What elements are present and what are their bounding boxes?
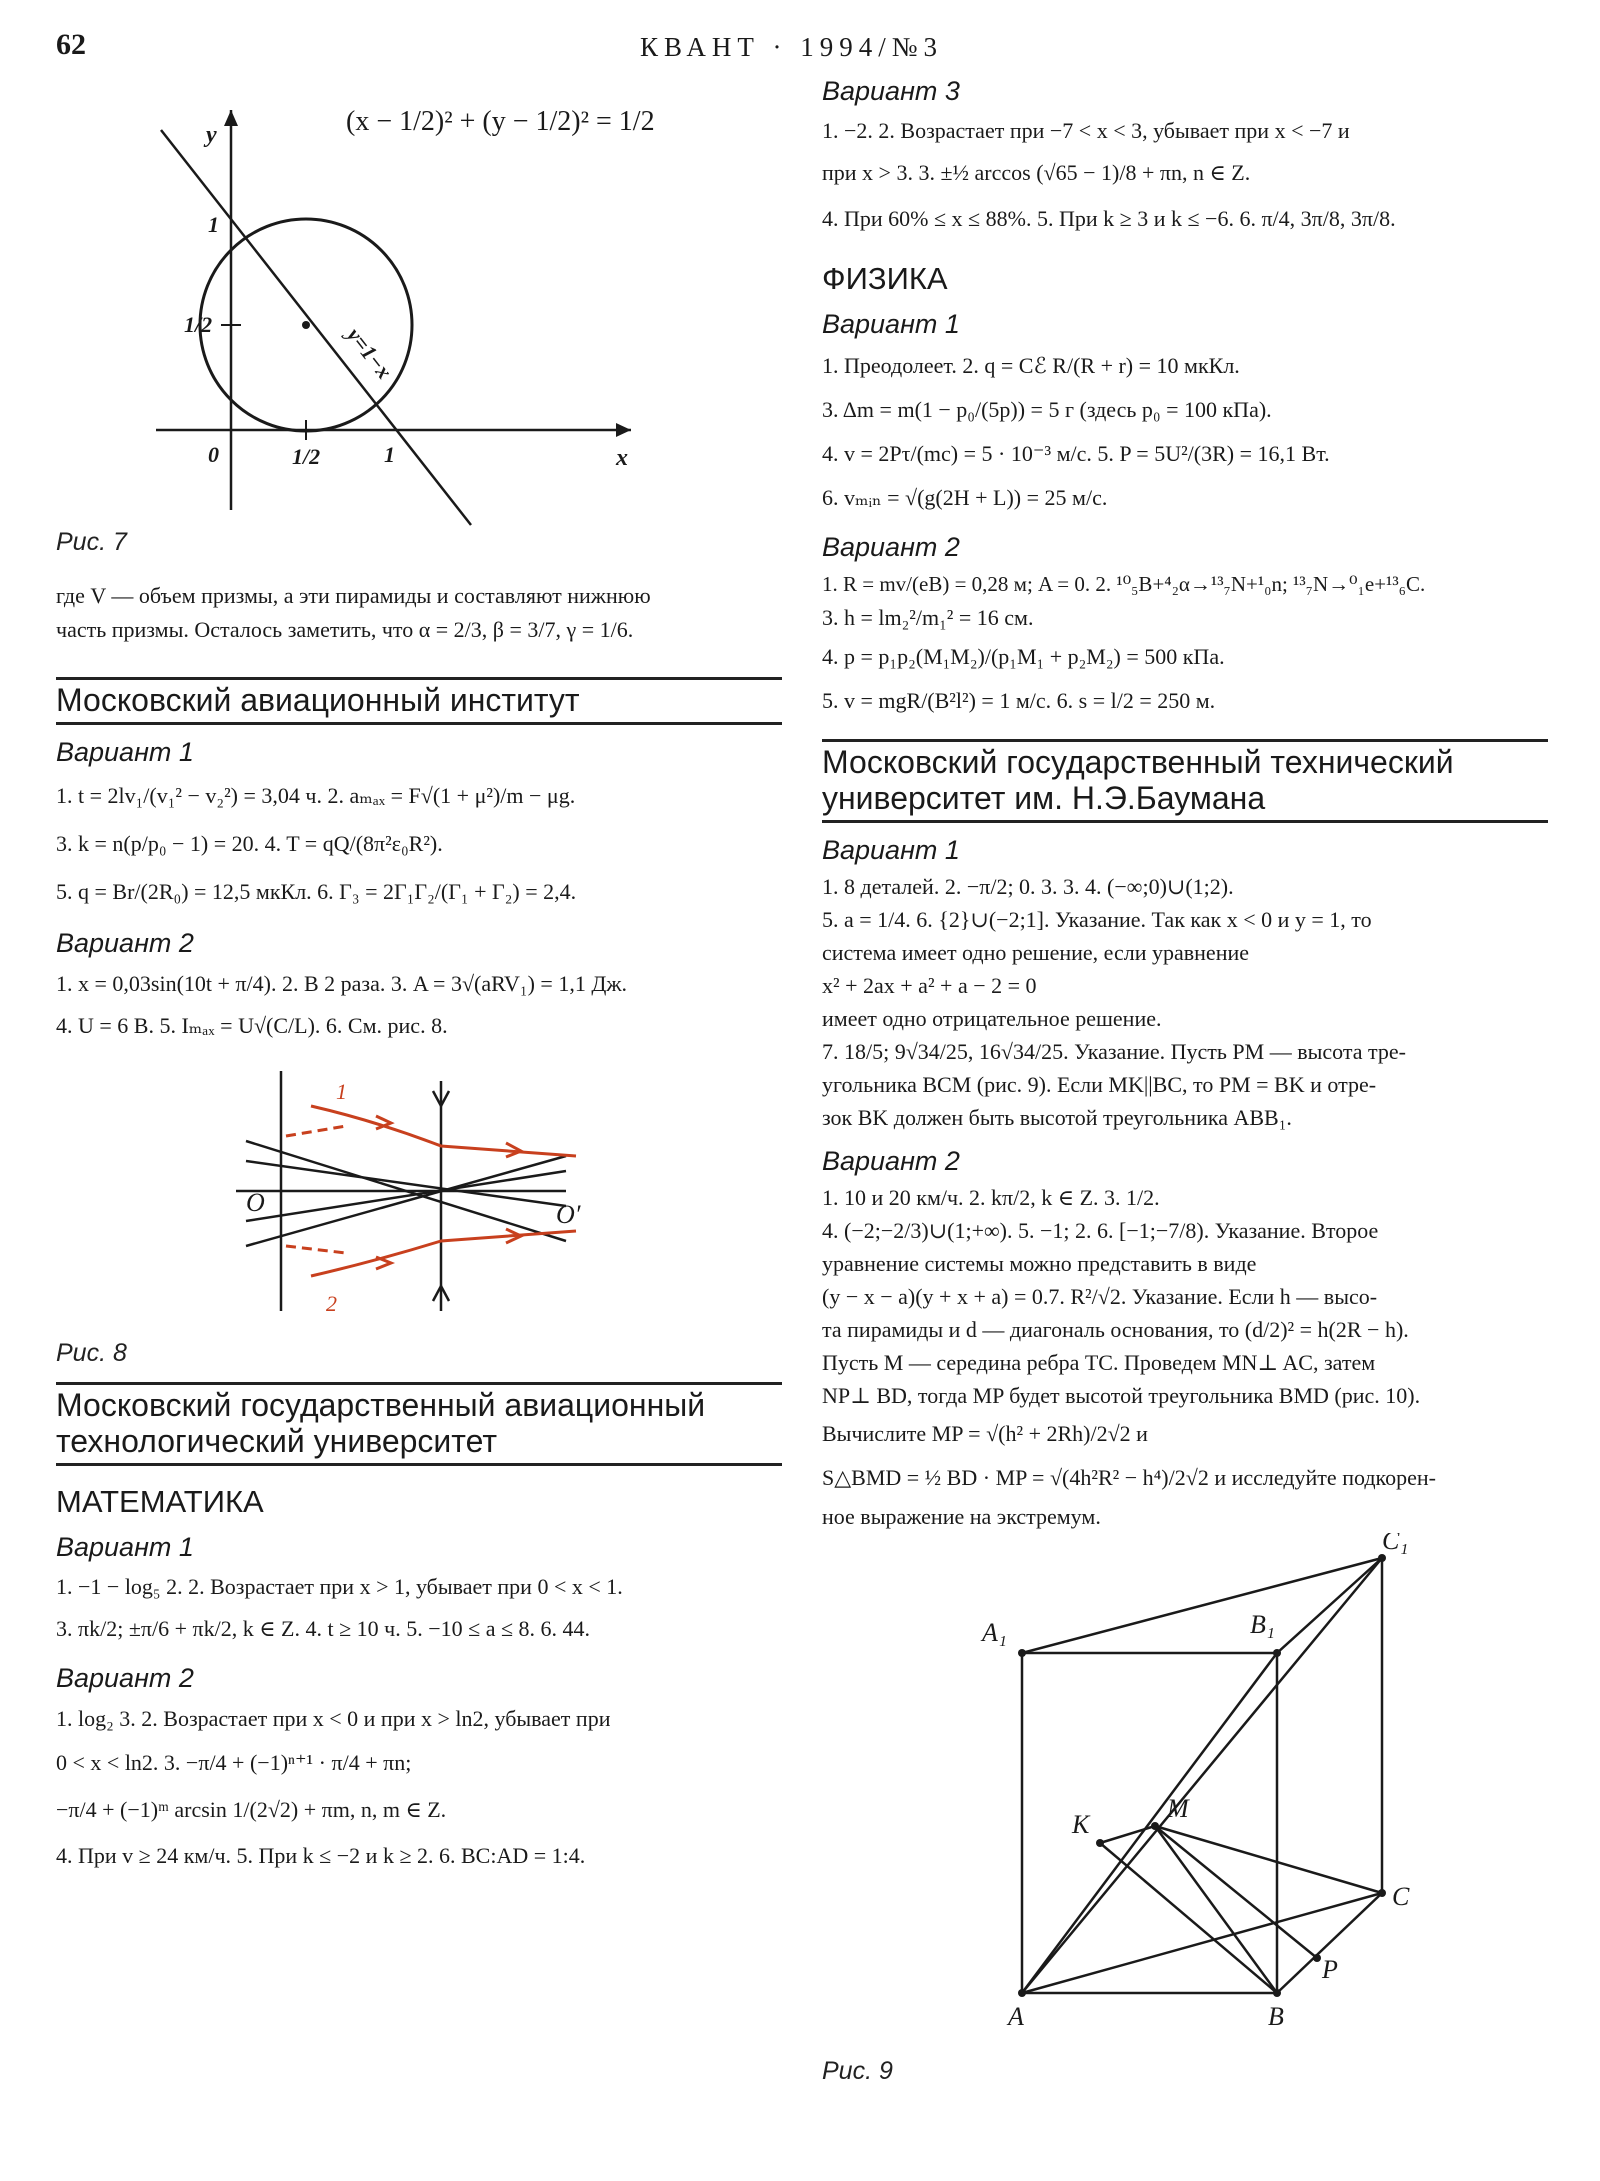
fig8-ray-1: 1	[336, 1079, 347, 1104]
fig8-label-O2: O′	[556, 1200, 581, 1229]
phys-v1-line-3: 4. v = 2Pτ/(mc) = 5 · 10⁻³ м/с. 5. P = 5U²/(3R) = 16,1 Вт.	[822, 441, 1330, 466]
phys-v2-line-3: 4. p = p₁p₂(M₁M₂)/(p₁M₁ + p₂M₂) = 500 кПа.	[822, 644, 1225, 669]
mgtu-v1-label: Вариант 1	[822, 835, 960, 865]
mgtu-v1-line-3: система имеет одно решение, если уравнение	[822, 940, 1250, 965]
fig9-C: C	[1392, 1882, 1410, 1911]
mai-v1-label: Вариант 1	[56, 737, 194, 767]
mgtu-v1-line-4: x² + 2ax + a² + a − 2 = 0	[822, 973, 1037, 998]
mgtu-v2-line-7: NP⊥ BD, тогда MP будет высотой треугольника BMD (рис. 10).	[822, 1383, 1421, 1408]
mati-subject: МАТЕМАТИКА	[56, 1484, 264, 1519]
phys-v1-line-2: 3. Δm = m(1 − p₀/(5p)) = 5 г (здесь p₀ = 100 кПа).	[822, 397, 1272, 422]
fig9-B1: B₁	[1250, 1610, 1275, 1639]
fig9-M: M	[1167, 1794, 1189, 1823]
fig9-B: B	[1268, 2002, 1284, 2031]
mgtu-v2-line-8: Вычислите MP = √(h² + 2Rh)/2√2 и	[822, 1421, 1148, 1446]
fig9-A: A	[1008, 2002, 1024, 2031]
fig7-tick-half-x: 1/2	[292, 444, 321, 469]
fig8-caption: Рис. 8	[56, 1339, 127, 1367]
fig8-ray-2: 2	[326, 1291, 337, 1316]
figure-9	[822, 1533, 1548, 2093]
mgtu-v1-line-8: зок BK должен быть высотой треугольника ABB₁.	[822, 1105, 1292, 1130]
mati-v2-line-1: 1. log₂ 3. 2. Возрастает при x < 0 и при x > ln2, убывает при	[56, 1706, 611, 1731]
mgtu-v1-line-1: 1. 8 деталей. 2. −π/2; 0. 3. 3. 4. (−∞;0)∪(1;2).	[822, 874, 1234, 899]
phys-v2-line-4: 5. v = mgR/(B²l²) = 1 м/с. 6. s = l/2 = 250 м.	[822, 688, 1216, 713]
v3-label: Вариант 3	[822, 76, 960, 106]
mgtu-v1-line-5: имеет одно отрицательное решение.	[822, 1006, 1162, 1031]
section-mati-title: Московский государственный авиационный технологический университет	[56, 1382, 782, 1466]
page-number: 62	[56, 28, 86, 61]
fig7-tick-1-y: 1	[208, 212, 219, 237]
mgtu-v1-line-7: угольника BCM (рис. 9). Если MK||BC, то PM = BK и отре-	[822, 1072, 1377, 1097]
mati-v2-label: Вариант 2	[56, 1663, 194, 1693]
fig7-axis-x: x	[616, 445, 628, 471]
mgtu-v2-line-6: Пусть M — середина ребра TC. Проведем MN⊥ AC, затем	[822, 1350, 1376, 1375]
intro-line-1: где V — объем призмы, а эти пирамиды и составляют нижнюю	[56, 583, 651, 608]
mgtu-v2-line-5: та пирамиды и d — диагональ основания, то (d/2)² = h(2R − h).	[822, 1317, 1409, 1342]
phys-v2-label: Вариант 2	[822, 532, 960, 562]
mati-v2-line-3: −π/4 + (−1)ᵐ arcsin 1/(2√2) + πm, n, m ∈ Z.	[56, 1797, 447, 1822]
fig8-label-O: O	[246, 1188, 265, 1217]
mai-v1-line-2: 3. k = n(p/p₀ − 1) = 20. 4. T = qQ/(8π²ε₀R²).	[56, 831, 443, 856]
fig9-P: P	[1322, 1955, 1338, 1984]
mai-v2-line-2: 4. U = 6 В. 5. Iₘₐₓ = U√(C/L). 6. См. рис. 8.	[56, 1013, 448, 1038]
mai-v1-line-1: 1. t = 2lv₁/(v₁² − v₂²) = 3,04 ч. 2. aₘₐₓ = F√(1 + μ²)/m − μg.	[56, 783, 576, 808]
fig7-axis-y: y	[206, 122, 217, 148]
mai-v2-line-1: 1. x = 0,03sin(10t + π/4). 2. В 2 раза. 3. A = 3√(aRV₁) = 1,1 Дж.	[56, 971, 628, 996]
fig7-caption: Рис. 7	[56, 528, 127, 556]
v3-line-1: 1. −2. 2. Возрастает при −7 < x < 3, убывает при x < −7 и	[822, 118, 1350, 143]
mati-v2-line-2: 0 < x < ln2. 3. −π/4 + (−1)ⁿ⁺¹ · π/4 + πn;	[56, 1750, 412, 1775]
figure-8	[56, 1061, 782, 1331]
fig7-line-label: y=1−x	[342, 322, 398, 384]
figure-7	[56, 70, 782, 540]
mai-v1-line-3: 5. q = Br/(2R₀) = 12,5 мкКл. 6. Γ₃ = 2Γ₁Γ₂/(Γ₁ + Γ₂) = 2,4.	[56, 879, 577, 904]
mgtu-v2-line-4: (y − x − a)(y + x + a) = 0.7. R²/√2. Указание. Если h — высо-	[822, 1284, 1378, 1309]
mgtu-v1-line-6: 7. 18/5; 9√34/25, 16√34/25. Указание. Пусть PM — высота тре-	[822, 1039, 1406, 1064]
left-column	[56, 70, 782, 1878]
phys-v1-label: Вариант 1	[822, 309, 960, 339]
fig7-tick-1-x: 1	[384, 442, 395, 467]
section-mgtu-title: Московский государственный технический университет им. Н.Э.Баумана	[822, 739, 1548, 823]
journal-title: КВАНТ · 1994/№3	[640, 32, 944, 62]
mgtu-v2-line-1: 1. 10 и 20 км/ч. 2. kπ/2, k ∈ Z. 3. 1/2.	[822, 1185, 1160, 1210]
fig7-tick-0: 0	[208, 442, 219, 467]
mati-v1-line-1: 1. −1 − log₅ 2. 2. Возрастает при x > 1, убывает при 0 < x < 1.	[56, 1574, 623, 1599]
phys-v1-line-1: 1. Преодолеет. 2. q = Cℰ R/(R + r) = 10 мкКл.	[822, 353, 1240, 378]
section-mai-title: Московский авиационный институт	[56, 677, 782, 725]
mai-v2-label: Вариант 2	[56, 928, 194, 958]
v3-line-3: 4. При 60% ≤ x ≤ 88%. 5. При k ≥ 3 и k ≤ −6. 6. π/4, 3π/8, 3π/8.	[822, 206, 1396, 231]
right-column	[822, 70, 1548, 2086]
fig9-C1: C₁	[1382, 1533, 1409, 1555]
mati-v2-line-4: 4. При v ≥ 24 км/ч. 5. При k ≤ −2 и k ≥ 2. 6. BC:AD = 1:4.	[56, 1843, 586, 1868]
mgtu-v2-line-2: 4. (−2;−2/3)∪(1;+∞). 5. −1; 2. 6. [−1;−7/8). Указание. Второе	[822, 1218, 1379, 1243]
v3-line-2: при x > 3. 3. ±½ arccos (√65 − 1)/8 + πn, n ∈ Z.	[822, 160, 1251, 185]
mati-v1-label: Вариант 1	[56, 1532, 194, 1562]
fig9-caption: Рис. 9	[822, 2057, 893, 2085]
physics-subject: ФИЗИКА	[822, 261, 948, 296]
mgtu-v2-label: Вариант 2	[822, 1146, 960, 1176]
phys-v2-line-2: 3. h = lm₂²/m₁² = 16 см.	[822, 605, 1034, 630]
mgtu-v1-line-2: 5. a = 1/4. 6. {2}∪(−2;1]. Указание. Так как x < 0 и y = 1, то	[822, 907, 1372, 932]
fig7-equation: (x − 1/2)² + (y − 1/2)² = 1/2	[346, 106, 655, 137]
fig9-A1: A₁	[982, 1618, 1007, 1647]
intro-line-2: часть призмы. Осталось заметить, что α = 2/3, β = 3/7, γ = 1/6.	[56, 617, 634, 642]
mgtu-v2-line-10: ное выражение на экстремум.	[822, 1504, 1101, 1529]
fig7-tick-half-y: 1/2	[184, 312, 213, 337]
phys-v1-line-4: 6. vₘᵢₙ = √(g(2H + L)) = 25 м/с.	[822, 485, 1108, 510]
mati-v1-line-2: 3. πk/2; ±π/6 + πk/2, k ∈ Z. 4. t ≥ 10 ч. 5. −10 ≤ a ≤ 8. 6. 44.	[56, 1616, 591, 1641]
mgtu-v2-line-9: S△BMD = ½ BD · MP = √(4h²R² − h⁴)/2√2 и исследуйте подкорен-	[822, 1465, 1436, 1490]
mgtu-v2-line-3: уравнение системы можно представить в виде	[822, 1251, 1257, 1276]
fig9-K: K	[1072, 1810, 1090, 1839]
phys-v2-line-1: 1. R = mv/(eB) = 0,28 м; A = 0. 2. ¹⁰₅B+⁴₂α→¹³₇N+¹₀n; ¹³₇N→⁰₁e+¹³₆C.	[822, 572, 1426, 596]
